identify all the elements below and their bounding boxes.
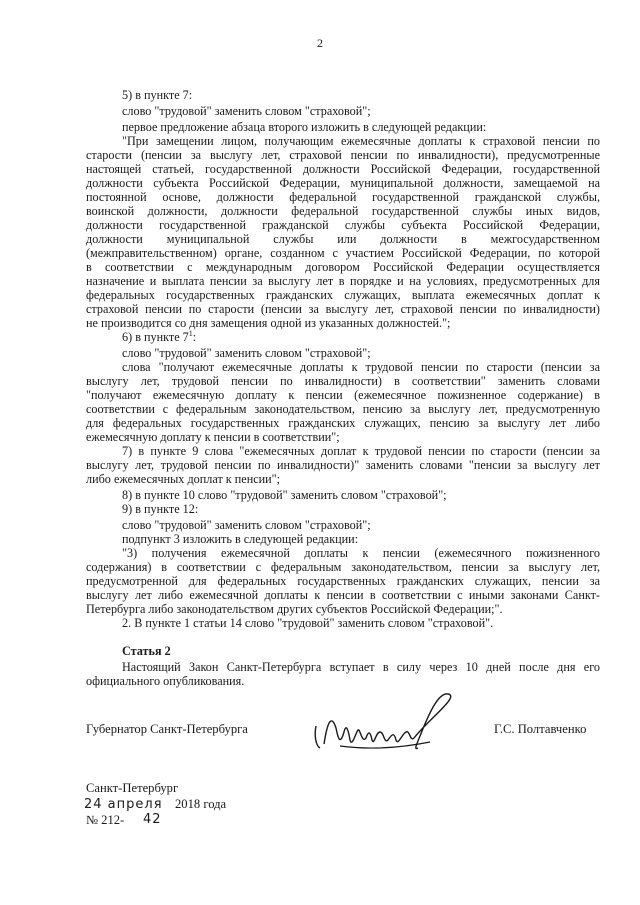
footer-city: Санкт-Петербург (86, 781, 179, 795)
text-line: настоящей статьей, государственной должности Российской Федерации, государственной (86, 162, 600, 176)
text-line: в соответствии с международным договором Российской Федерации осуществляется (86, 260, 600, 274)
text-line: слово "трудовой" заменить словом "страховой"; (122, 104, 371, 118)
article-heading: Статья 2 (122, 644, 171, 658)
text-line: 6) в пункте $7^1$: (122, 328, 197, 344)
text-line: 8) в пункте 10 слово "трудовой" заменить словом "страховой"; (122, 488, 447, 502)
text-line: для федеральных государственных гражданских служащих, пенсию за выслугу лет либо (86, 416, 600, 430)
text-line: либо ежемесячных доплат к пенсии"; (86, 472, 281, 486)
text-line: выслугу лет, трудовой пенсии по инвалидности)" заменить словами "пенсии за выслугу лет (86, 458, 600, 472)
text-line: "получают ежемесячную доплату к пенсии (ежемесячное пожизненное содержание) в (86, 388, 600, 402)
text-line: постоянной основе, должности федеральной государственной гражданской службы, (86, 190, 600, 204)
text-line: старости (пенсии за выслугу лет, страховой пенсии по инвалидности), предусмотренные (86, 148, 600, 162)
text-line: "3) получения ежемесячной доплаты к пенсии (ежемесячного пожизненного (122, 546, 600, 560)
footer-date-year: 2018 года (175, 797, 227, 811)
text-line: Петербурга либо законодательством других субъектов Российской Федерации;". (86, 602, 503, 616)
text-line: воинской должности, должности федеральной государственной службы иных видов, (86, 204, 600, 218)
text-line: должности государственной гражданской службы субъекта Российской Федерации, (86, 218, 600, 232)
handwritten-signature (310, 688, 460, 754)
text-line: предусмотренной для федеральных государственных гражданских служащих, пенсии за (86, 574, 600, 588)
text-line: слово "трудовой" заменить словом "страховой"; (122, 518, 371, 532)
signatory-name: Г.С. Полтавченко (494, 722, 587, 736)
text-line: 9) в пункте 12: (122, 502, 199, 516)
text-line: Настоящий Закон Санкт-Петербурга вступает в силу через 10 дней после дня его (122, 660, 600, 674)
superscript: 1 (188, 328, 193, 338)
signatory-title: Губернатор Санкт-Петербурга (86, 722, 248, 736)
text-line: выслугу лет, трудовой пенсии по инвалидности) в соответствии" заменить словами (86, 374, 600, 388)
text-line: соответствии с федеральным законодательством, пенсию за выслугу лет, предусмотренную (86, 402, 600, 416)
text-line: содержания) в соответствии с федеральным законодательством, пенсии за выслугу лет, (86, 560, 600, 574)
text-line: страховой пенсии по старости (пенсии за выслугу лет, страховой пенсии по инвалидности) (86, 302, 600, 316)
text-line: официального опубликования. (86, 674, 245, 688)
text-line: ежемесячную доплату к пенсии в соответствии"; (86, 430, 340, 444)
text-line: подпункт 3 изложить в следующей редакции: (122, 532, 359, 546)
text-line: должности муниципальной службы или должности в межгосударственном (86, 232, 600, 246)
footer-date-handwritten: 24 апреля (84, 797, 163, 812)
text-line: 7) в пункте 9 слова "ежемесячных доплат к трудовой пенсии по старости (пенсии за (122, 444, 600, 458)
text-line: не производится со дня замещения одной из указанных должностей."; (86, 316, 451, 330)
text-line: 5) в пункте 7: (122, 88, 193, 102)
text-line: федеральных государственных гражданских служащих, выплата ежемесячных доплат к (86, 288, 600, 302)
text-line: выслугу лет либо ежемесячной доплаты к пенсии в соответствии с иными законами Санкт- (86, 588, 600, 602)
text-line: 2. В пункте 1 статьи 14 слово "трудовой" заменить словом "страховой". (122, 616, 494, 630)
footer-number-handwritten: 42 (143, 812, 162, 827)
text-line: слова "получают ежемесячные доплаты к трудовой пенсии по старости (пенсии за (122, 360, 600, 374)
footer-number-prefix: № 212- (86, 813, 125, 827)
text-line: слово "трудовой" заменить словом "страховой"; (122, 346, 371, 360)
text-line: должности субъекта Российской Федерации, муниципальной должности, замещаемой на (86, 176, 600, 190)
text-line: первое предложение абзаца второго изложить в следующей редакции: (122, 120, 487, 134)
text-line: "При замещении лицом, получающим ежемесячные доплаты к страховой пенсии по (122, 134, 600, 148)
page-number: 2 (317, 36, 323, 50)
text-line: (межправительственном) органе, созданном с участием Российской Федерации, по которой (86, 246, 600, 260)
text-line: назначение и выплата пенсии за выслугу лет в порядке и на условиях, предусмотренных для (86, 274, 600, 288)
